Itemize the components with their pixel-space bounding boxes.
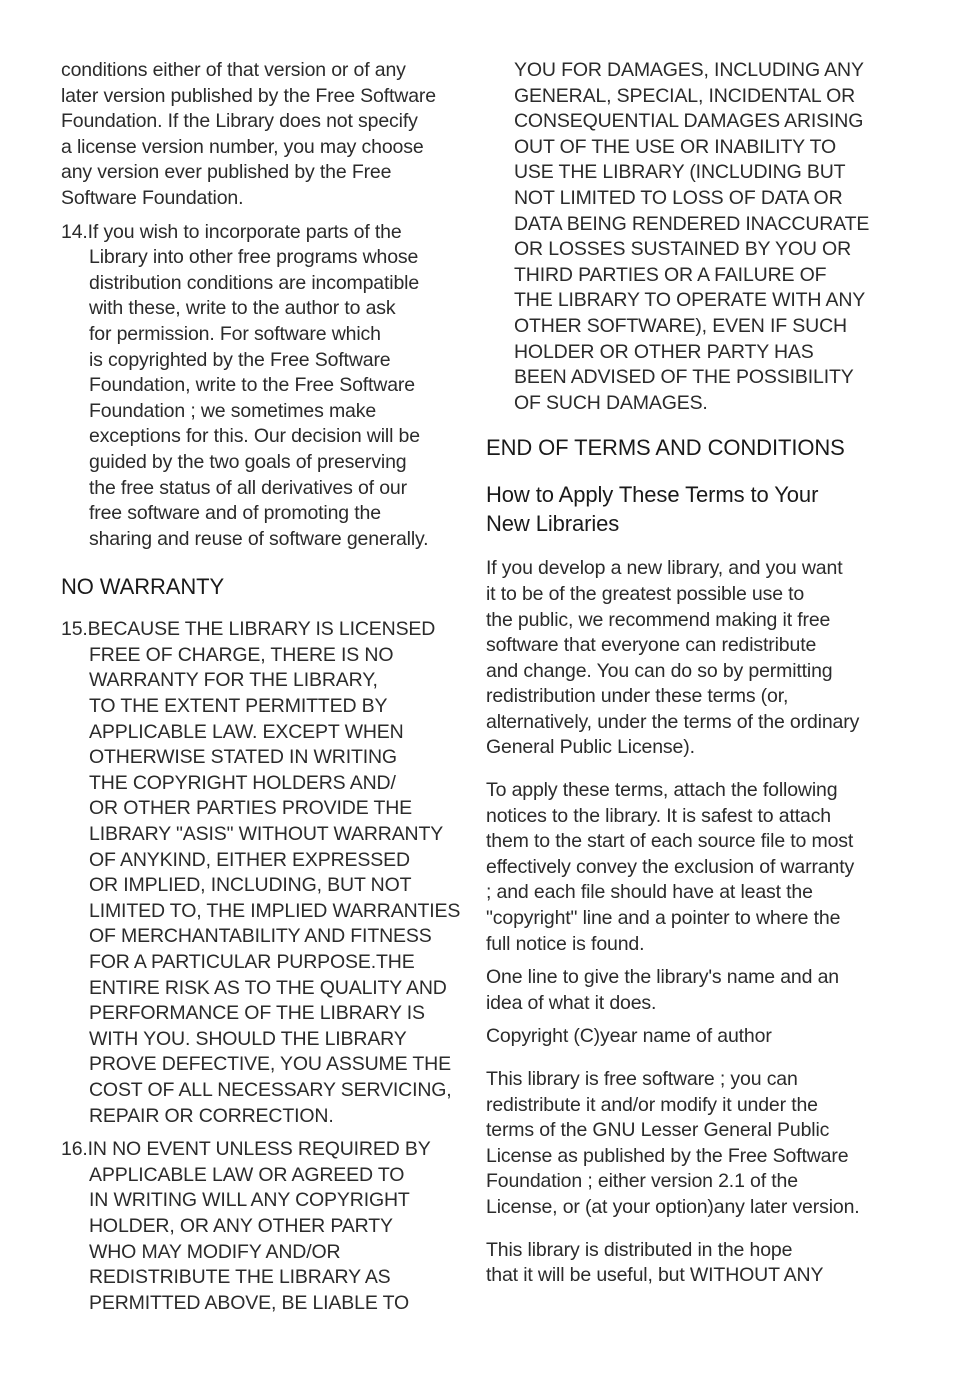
text-line: General Public License). <box>486 736 695 759</box>
clause-15 <box>61 617 461 1129</box>
text-line: it to be of the greatest possible use to <box>486 582 805 605</box>
text-line: One line to give the library's name and an <box>486 966 839 989</box>
text-line: 15.BECAUSE THE LIBRARY IS LICENSED <box>61 618 436 641</box>
text-line: LIBRARY "ASIS" WITHOUT WARRANTY <box>89 823 444 846</box>
text-line: BEEN ADVISED OF THE POSSIBILITY <box>514 366 854 389</box>
text-line: PERFORMANCE OF THE LIBRARY IS <box>89 1002 425 1025</box>
text-line: OR LOSSES SUSTAINED BY YOU OR <box>514 238 851 261</box>
text-line: ; and each file should have at least the <box>486 881 813 904</box>
left-column <box>61 58 461 1316</box>
text-line: for permission. For software which <box>89 322 381 345</box>
text-line: software that everyone can redistribute <box>486 634 817 657</box>
text-line: and change. You can do so by permitting <box>486 659 833 682</box>
hope-paragraph <box>486 1238 871 1289</box>
text-line: a license version number, you may choose <box>61 135 424 158</box>
text-line: Foundation ; either version 2.1 of the <box>486 1170 798 1193</box>
heading-line: New Libraries <box>486 511 620 537</box>
text-line: 14.If you wish to incorporate parts of the <box>61 220 402 243</box>
text-line: redistribution under these terms (or, <box>486 685 789 708</box>
intro-paragraph <box>61 58 446 212</box>
text-line: THE COPYRIGHT HOLDERS AND/ <box>89 771 396 794</box>
text-line: GENERAL, SPECIAL, INCIDENTAL OR <box>514 84 856 107</box>
text-line: PERMITTED ABOVE, BE LIABLE TO <box>89 1291 410 1314</box>
text-line: TO THE EXTENT PERMITTED BY <box>89 695 388 718</box>
text-line: CONSEQUENTIAL DAMAGES ARISING <box>514 110 864 133</box>
text-line: effectively convey the exclusion of warranty <box>486 855 855 878</box>
text-line: License as published by the Free Software <box>486 1144 849 1167</box>
clause-16 <box>61 1137 446 1316</box>
text-line: REPAIR OR CORRECTION. <box>89 1104 334 1127</box>
how-to-apply-heading <box>486 480 871 538</box>
heading-line: How to Apply These Terms to Your <box>486 482 819 508</box>
text-line: Software Foundation. <box>61 186 244 209</box>
text-line: THIRD PARTIES OR A FAILURE OF <box>514 263 827 286</box>
free-software-paragraph <box>486 1067 871 1221</box>
text-line: To apply these terms, attach the following <box>486 779 838 802</box>
text-line: later version published by the Free Software <box>61 84 436 107</box>
text-line: 16.IN NO EVENT UNLESS REQUIRED BY <box>61 1138 431 1161</box>
text-line: redistribute it and/or modify it under the <box>486 1093 818 1116</box>
text-line: ENTIRE RISK AS TO THE QUALITY AND <box>89 976 447 999</box>
text-line: WHO MAY MODIFY AND/OR <box>89 1240 341 1263</box>
text-line: distribution conditions are incompatible <box>89 271 420 294</box>
text-line: If you develop a new library, and you want <box>486 557 843 580</box>
text-line: OR IMPLIED, INCLUDING, BUT NOT <box>89 874 412 897</box>
develop-paragraph <box>486 556 871 761</box>
text-line: COST OF ALL NECESSARY SERVICING, <box>89 1078 452 1101</box>
text-line: notices to the library. It is safest to attach <box>486 804 831 827</box>
text-line: terms of the GNU Lesser General Public <box>486 1119 830 1142</box>
text-line: is copyrighted by the Free Software <box>89 348 391 371</box>
text-line: WITH YOU. SHOULD THE LIBRARY <box>89 1027 407 1050</box>
text-line: HOLDER, OR ANY OTHER PARTY <box>89 1214 393 1237</box>
text-line: HOLDER OR OTHER PARTY HAS <box>514 340 814 363</box>
text-line: OTHERWISE STATED IN WRITING <box>89 746 397 769</box>
text-line: them to the start of each source file to most <box>486 830 854 853</box>
one-line-paragraph <box>486 965 871 1016</box>
text-line: PROVE DEFECTIVE, YOU ASSUME THE <box>89 1053 451 1076</box>
text-line: OF ANYKIND, EITHER EXPRESSED <box>89 848 410 871</box>
clause-14 <box>61 220 446 553</box>
text-line: This library is free software ; you can <box>486 1068 798 1090</box>
text-line: Foundation, write to the Free Software <box>89 374 415 397</box>
text-line: conditions either of that version or of any <box>61 59 406 81</box>
text-line: IN WRITING WILL ANY COPYRIGHT <box>89 1189 410 1212</box>
text-line: APPLICABLE LAW OR AGREED TO <box>89 1163 405 1186</box>
text-line: OF MERCHANTABILITY AND FITNESS <box>89 925 432 948</box>
text-line: This library is distributed in the hope <box>486 1238 793 1261</box>
no-warranty-heading: NO WARRANTY <box>61 574 225 600</box>
text-line: sharing and reuse of software generally. <box>89 527 429 550</box>
apply-paragraph <box>486 778 871 957</box>
right-column <box>486 58 871 1289</box>
copyright-line: Copyright (C)year name of author <box>486 1025 772 1048</box>
text-line: with these, write to the author to ask <box>89 297 396 320</box>
text-line: "copyright" line and a pointer to where the <box>486 907 841 930</box>
text-line: LIMITED TO, THE IMPLIED WARRANTIES <box>89 899 461 922</box>
end-of-terms-heading: END OF TERMS AND CONDITIONS <box>486 435 845 461</box>
text-line: OF SUCH DAMAGES. <box>514 391 708 414</box>
text-line: THE LIBRARY TO OPERATE WITH ANY <box>514 289 866 312</box>
text-line: NOT LIMITED TO LOSS OF DATA OR <box>514 186 843 209</box>
text-line: Foundation. If the Library does not specify <box>61 110 418 133</box>
text-line: the public, we recommend making it free <box>486 608 831 631</box>
text-line: FREE OF CHARGE, THERE IS NO <box>89 643 394 666</box>
text-line: OUT OF THE USE OR INABILITY TO <box>514 135 837 158</box>
text-line: full notice is found. <box>486 932 645 955</box>
text-line: the free status of all derivatives of our <box>89 476 407 499</box>
text-line: Foundation ; we sometimes make <box>89 399 377 422</box>
clause-16-continued <box>486 58 871 416</box>
text-line: free software and of promoting the <box>89 502 381 525</box>
text-line: exceptions for this. Our decision will be <box>89 425 420 448</box>
text-line: USE THE LIBRARY (INCLUDING BUT <box>514 161 846 184</box>
text-line: DATA BEING RENDERED INACCURATE <box>514 212 870 235</box>
text-line: that it will be useful, but WITHOUT ANY <box>486 1264 824 1287</box>
text-line: any version ever published by the Free <box>61 161 392 184</box>
text-line: OR OTHER PARTIES PROVIDE THE <box>89 797 413 820</box>
text-line: alternatively, under the terms of the ordinary <box>486 710 860 733</box>
text-line: OTHER SOFTWARE), EVEN IF SUCH <box>514 314 847 337</box>
text-line: idea of what it does. <box>486 991 657 1014</box>
text-line: guided by the two goals of preserving <box>89 450 407 473</box>
text-line: License, or (at your option)any later version. <box>486 1195 860 1218</box>
text-line: APPLICABLE LAW. EXCEPT WHEN <box>89 720 404 743</box>
text-line: FOR A PARTICULAR PURPOSE.THE <box>89 951 415 973</box>
text-line: WARRANTY FOR THE LIBRARY, <box>89 669 378 692</box>
text-line: YOU FOR DAMAGES, INCLUDING ANY <box>514 59 864 81</box>
text-line: REDISTRIBUTE THE LIBRARY AS <box>89 1266 391 1289</box>
text-line: Library into other free programs whose <box>89 246 419 269</box>
